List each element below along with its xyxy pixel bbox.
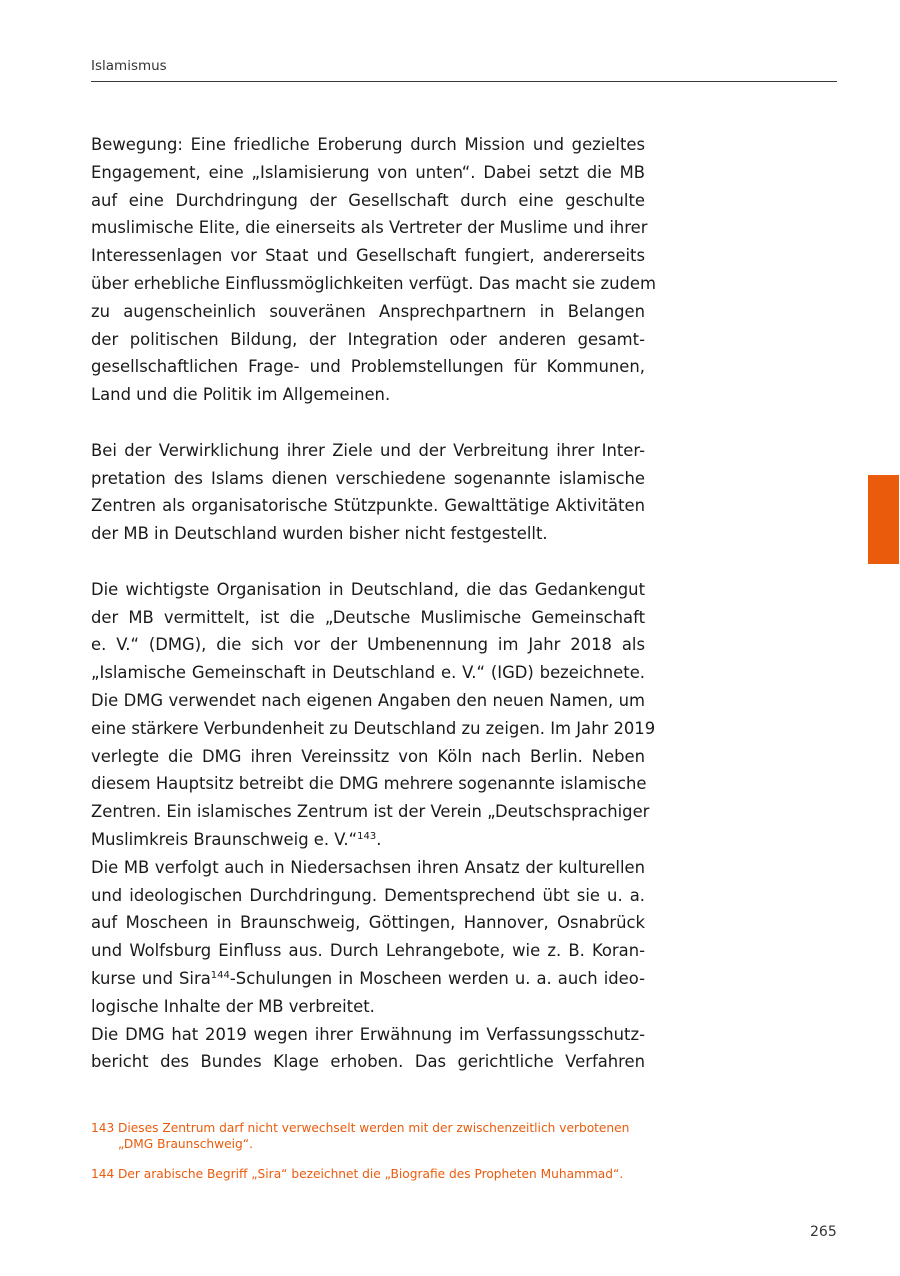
paragraph-2 <box>91 437 645 548</box>
text-run: kurse und Sira <box>91 968 211 988</box>
body-text <box>91 131 656 1076</box>
paragraph-3 <box>91 576 656 854</box>
paragraph-4 <box>91 854 645 1021</box>
text-line: muslimische Elite, die einerseits als Vertreter der Muslime und ihrer <box>91 218 648 238</box>
text-line: Die wichtigste Organisation in Deutschland, die das Gedankengut <box>91 579 645 599</box>
text-line <box>91 826 645 854</box>
text-line: bericht des Bundes Klage erhoben. Das gerichtliche Verfahren <box>91 1052 645 1072</box>
footnotes <box>91 1121 651 1198</box>
text-line: der politischen Bildung, der Integration oder anderen gesamt- <box>91 329 645 349</box>
text-line: und ideologischen Durchdringung. Dementsprechend übt sie u. a. <box>91 885 645 905</box>
text-line: Bei der Verwirklichung ihrer Ziele und der Verbreitung ihrer Inter- <box>91 440 645 460</box>
text-line: Die DMG hat 2019 wegen ihrer Erwähnung im Verfassungsschutz- <box>91 1024 645 1044</box>
footnote-text: Dieses Zentrum darf nicht verwechselt werden mit der zwischenzeitlich verbotenen „DMG Braunschweig“. <box>118 1121 630 1151</box>
text-run: -Schulungen in Moscheen werden u. a. auch ideo- <box>229 968 645 988</box>
text-line: Engagement, eine „Islamisierung von unten“. Dabei setzt die MB <box>91 162 645 182</box>
text-line: „Islamische Gemeinschaft in Deutschland e. V.“ (IGD) bezeichnete. <box>91 663 645 683</box>
footnote-number: 144 <box>91 1167 115 1181</box>
text-line: auf Moscheen in Braunschweig, Göttingen, Hannover, Osnabrück <box>91 913 645 933</box>
footnote-143 <box>91 1121 651 1152</box>
text-line: Interessenlagen vor Staat und Gesellschaft fungiert, andererseits <box>91 246 645 266</box>
page-number: 265 <box>810 1224 837 1240</box>
chapter-tab-marker <box>868 475 899 564</box>
text-line: Die DMG verwendet nach eigenen Angaben den neuen Namen, um <box>91 690 645 710</box>
text-line: Die MB verfolgt auch in Niedersachsen ihren Ansatz der kulturellen <box>91 857 645 877</box>
text-line: der MB in Deutschland wurden bisher nicht festgestellt. <box>91 524 548 544</box>
text-line: eine stärkere Verbundenheit zu Deutschland zu zeigen. Im Jahr 2019 <box>91 718 656 738</box>
paragraph-1 <box>91 131 656 409</box>
text-line: verlegte die DMG ihren Vereinssitz von Köln nach Berlin. Neben <box>91 746 645 766</box>
text-line <box>91 965 645 993</box>
footnote-number: 143 <box>91 1121 115 1135</box>
text-line: diesem Hauptsitz betreibt die DMG mehrere sogenannte islamische <box>91 774 647 794</box>
text-line: Zentren. Ein islamisches Zentrum ist der Verein „Deutschsprachiger <box>91 802 650 822</box>
footnote-ref-144[interactable]: 144 <box>210 969 230 981</box>
text-run: . <box>376 829 382 849</box>
paragraph-5 <box>91 1021 645 1077</box>
text-line: gesellschaftlichen Frage- und Problemstellungen für Kommunen, <box>91 357 645 377</box>
running-head: Islamismus <box>91 58 167 74</box>
text-line: Bewegung: Eine friedliche Eroberung durch Mission und gezieltes <box>91 135 645 154</box>
footnote-144 <box>91 1167 651 1183</box>
header-rule <box>91 81 837 82</box>
text-line: und Wolfsburg Einfluss aus. Durch Lehrangebote, wie z. B. Koran- <box>91 941 645 961</box>
text-line: zu augenscheinlich souveränen Ansprechpartnern in Belangen <box>91 301 645 321</box>
text-line: pretation des Islams dienen verschiedene sogenannte islamische <box>91 468 645 488</box>
text-line: auf eine Durchdringung der Gesellschaft durch eine geschulte <box>91 190 645 210</box>
text-run: Muslimkreis Braunschweig e. V.“ <box>91 829 358 849</box>
text-line: über erhebliche Einflussmöglichkeiten verfügt. Das macht sie zudem <box>91 273 656 293</box>
text-line: logische Inhalte der MB verbreitet. <box>91 996 375 1016</box>
text-line: Zentren als organisatorische Stützpunkte. Gewalttätige Aktivitäten <box>91 496 645 516</box>
text-line: Land und die Politik im Allgemeinen. <box>91 385 391 405</box>
footnote-text: Der arabische Begriff „Sira“ bezeichnet die „Biografie des Propheten Muhammad“. <box>118 1167 624 1181</box>
text-line: e. V.“ (DMG), die sich vor der Umbenennung im Jahr 2018 als <box>91 635 645 655</box>
text-line: der MB vermittelt, ist die „Deutsche Muslimische Gemeinschaft <box>91 607 645 627</box>
footnote-ref-143[interactable]: 143 <box>357 830 377 842</box>
